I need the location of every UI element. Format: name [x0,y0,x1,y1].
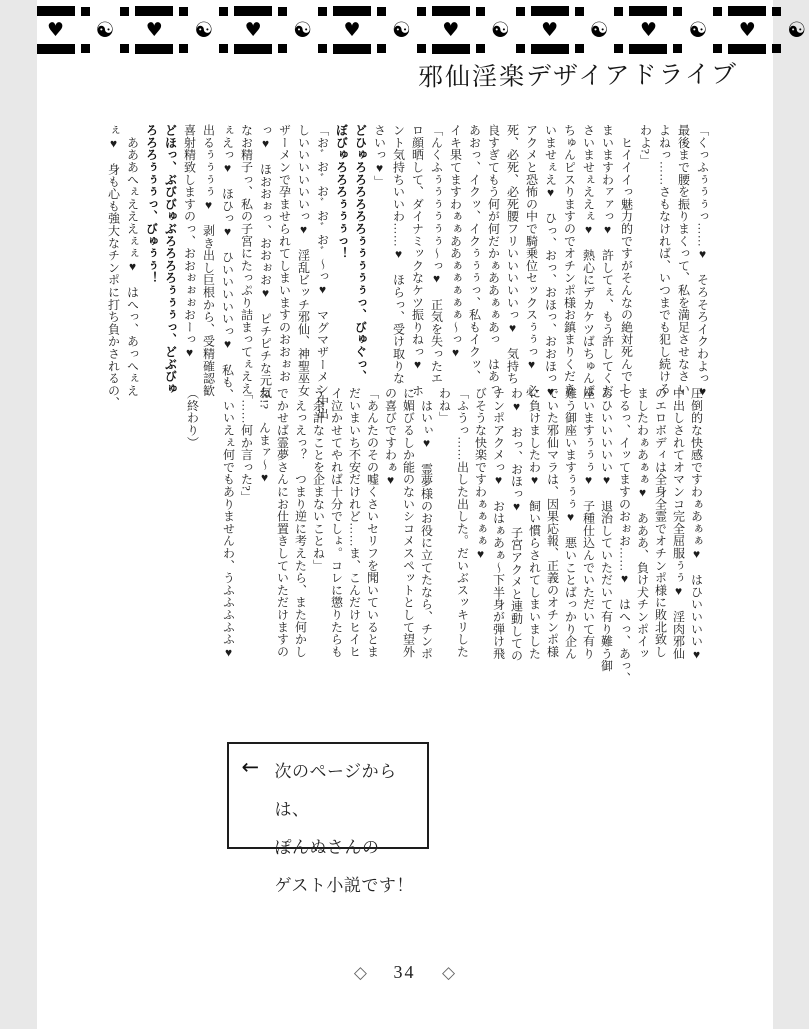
yinyang-icon: ☯ [589,17,609,42]
square-dots-ornament [81,6,90,54]
yinyang-ornament [194,6,213,54]
vertical-text-column: 「ふうっ……出した出した。だいぶスッキリした [455,387,470,658]
vertical-text-column: さいませぇええぇ♥ 熱心にデカケツばちゅんば [581,124,596,397]
bar-ornament [531,6,569,54]
yinyang-ornament [590,6,609,54]
vertical-text-column: 座いますぅぅぅ♥ 子種仕込んでいただいて有り [581,387,596,660]
square-dots-ornament [713,6,722,54]
vertical-text-column: だいまいち不安だけれど……ま、こんだけヒイヒ [347,387,362,658]
vertical-text-column: 「……何か言った?」 [239,387,254,504]
decorative-top-border [37,6,807,54]
heart-icon: ♥ [145,18,163,41]
heart-icon: ♥ [541,18,559,41]
heart-icon: ♥ [343,18,361,41]
vertical-text-column: 圧倒的な快感ですわぁあぁぁ♥ はひいいいい♥ [689,387,704,662]
diamond-right-icon: ◇ [442,963,456,983]
vertical-text-column: なお精子っ、私の子宮にたっぷり詰まってぇええ [239,124,254,395]
yinyang-icon: ☯ [490,17,510,42]
vertical-text-column: 中出しされてオマンコ完全屈服ぅぅ♥ 淫肉邪仙 [671,387,686,660]
square-dots-ornament [278,6,287,54]
vertical-text-column: のエロボディは全身全霊でオチンポ様に敗北致し [653,387,668,658]
vertical-text-column: しいいいいいいっ♥ 淫乱ビッチ邪仙、神聖巫女 [296,124,311,397]
vertical-text-column: っ♥ ほおおぉっ、おおぉお♥ ピチピチな元気 [258,124,273,399]
vertical-text-column: ザーメンで孕ませられてしまいますのおおぉお [277,124,292,383]
bar-ornament [629,6,667,54]
yinyang-icon: ☯ [293,17,312,42]
vertical-text-column: に負けましたわ♥ 飼い慣らされてしまいました [527,387,542,660]
vertical-text-column: でかせば霊夢さんにお仕置きしていただけますの [275,387,290,658]
square-dots-ornament [417,6,426,54]
yinyang-icon: ☯ [688,17,708,42]
square-dots-ornament [318,6,327,54]
vertical-text-column: 死、必死、必死腰フリいいいいいっ♥ 気持ち [505,124,520,385]
vertical-text-column: びそうな快楽ですわぁぁぁぁ♥ [473,387,488,562]
yinyang-icon: ☯ [194,17,214,42]
vertical-text-column: 「おﾞおﾞおﾞおﾞおﾞ～っ♥ マグマザーメン中出 [315,124,330,420]
heart-icon: ♥ [244,18,262,41]
square-dots-ornament [673,6,682,54]
page-footer [37,962,773,983]
square-dots-ornament [575,6,584,54]
vertical-text-column: いませぇえ♥ ひっ、おっ、おほっ、おおほっ♥ [543,124,558,399]
square-dots-ornament [772,6,781,54]
vertical-text-column: に媚びるしか能のないシコメスペットとして望外 [401,387,416,658]
heart-icon: ♥ [46,18,65,41]
bar-ornament [135,6,173,54]
sound-effect-column: どほっ、ぶびびゅぶろろろろぅぅぅっ、どぶびゅ [163,124,178,395]
vertical-text-column: ましたわぁあぁぁ♥ あああ、負け犬チンポイッ [635,387,650,660]
vertical-text-column: 良すぎてもう何が何だかぁああぁぁあっ はあっ、 [486,124,501,407]
vertical-text-column: いいえぇ何でもありませんわ、うふふふふふ♥ [221,387,236,660]
square-dots-ornament [476,6,485,54]
vertical-text-column: イ泣かせてやれば十分でしょ。コレに懲りたらも [329,387,344,658]
note-line: ぽんぬさんの [274,838,380,857]
vertical-text-column: ちゅんピスりますのでオチンポ様お鎮まりくださ [562,124,577,395]
vertical-text-column: わね」 [437,387,452,424]
vertical-text-column [205,387,217,395]
bar-ornament [37,6,75,54]
page-title: 邪仙淫楽デザイアドライブ [418,59,739,92]
note-line: ゲスト小説です！ [274,876,414,895]
square-dots-ornament [516,6,525,54]
yinyang-ornament [688,6,707,54]
story-lower-band [187,387,703,684]
yinyang-ornament [491,6,510,54]
vertical-text-column: 「んくふぅぅぅぅぅぅ～っ♥ 正気を失ったエ [429,124,444,385]
doujin-novel-page [37,0,807,1029]
vertical-text-column: はいぃ♥ 霊夢様のお役に立てたなら、チンポ [419,387,434,660]
vertical-text-column: 喜射精致しますのっ、おおぉぉぉおーっ♥ [182,124,197,360]
bar-ornament [432,6,470,54]
vertical-text-column: てるっ、イッてますのおぉお……♥ はへっ、あっ、 [617,387,632,685]
yinyang-icon: ☯ [787,17,807,42]
vertical-text-column: チンポアクメっ♥ おはぁあぁ～下半身が弾け飛 [491,387,506,660]
left-arrow-icon: ← [241,755,260,779]
page-number: 34 [393,962,416,982]
bar-ornament [234,6,272,54]
vertical-text-column: ロ顔晒して、ダイナミックなケツ振りねっ♥ ホ [410,124,425,397]
vertical-text-column: 「あんたのその嘘くさいセリフを聞いているとま [365,387,380,658]
vertical-text-column: の喜びですわぁ♥ [383,387,398,488]
vertical-text-column: ヒイイイっ魅力的ですがそんなの絶対死んでし [619,124,634,395]
yinyang-ornament [392,6,411,54]
vertical-text-column: わよ?」 [638,124,653,167]
vertical-text-column: イキ果てますわぁぁああぁぁぁぁぁ～っ♥ [448,124,463,360]
square-dots-ornament [219,6,228,54]
yinyang-ornament [96,6,115,54]
yinyang-icon: ☯ [95,17,115,42]
vertical-text-column: えっえっ？ つまり逆に考えたら、また何かし [293,387,308,658]
vertical-text-column: わ♥ おっ、おほっ♥ 子宮アクメと連動しての [509,387,524,662]
bar-ornament [728,6,766,54]
heart-icon: ♥ [639,18,657,41]
story-upper-band [108,124,709,420]
yinyang-ornament [787,6,806,54]
vertical-text-column: ぇえっ♥ ほひっ♥ ひいいいいいっ♥ 私も、 [220,124,235,401]
bar-ornament [333,6,371,54]
note-text [275,753,427,905]
square-dots-ornament [179,6,188,54]
vertical-text-column: ント気持ちいいわ……♥ ほらっ、受け取りな [391,124,406,385]
vertical-text-column: さいっ♥」 [372,124,387,188]
yinyang-icon: ☯ [391,17,411,42]
vertical-text-column: ね!? んまァ～♥ [257,387,272,486]
vertical-text-column: 出るぅぅぅぅ♥ 剥き出し巨根から、受精確認歓 [201,124,216,397]
yinyang-ornament [293,6,312,54]
diamond-left-icon: ◇ [353,963,367,983]
vertical-text-column: あああへぇえええぇぇ♥ はへっ、あっへぇえ [125,124,140,397]
vertical-text-column: アクメと恐怖の中で騎乗位セックスぅぅっ♥ 必 [524,124,539,397]
vertical-text-column: ぇ♥ 身も心も強大なチンポに打ち負かされるの、 [106,124,121,409]
square-dots-ornament [377,6,386,54]
square-dots-ornament [614,6,623,54]
vertical-text-column: う余計なことを企まないことね」 [311,387,326,572]
vertical-text-column: よねっ……さもなければ、いつまでも犯し続ける [657,124,672,395]
vertical-text-column: 「くっふぅぅぅっ……♥ そろそろイクわよっ♥ [695,124,710,399]
heart-icon: ♥ [738,18,756,41]
sound-effect-column: どひゅろろろろろろぅぅぅぅぅっ、びゅぐっ、 [353,124,368,383]
vertical-text-column: 最後まで腰を振りまくって、私を満足させなさい [676,124,691,395]
vertical-text-column: （終わり） [185,387,200,449]
next-page-note-box [227,742,429,895]
sound-effect-column: ろろろぅぅぅっ、びゅぅぅ！ [144,124,159,284]
heart-icon: ♥ [442,18,460,41]
vertical-text-column: まいますわァァっ♥ 許してぇ、もう許してくだ [600,124,615,397]
vertical-text-column: でいた邪仙マラは、因果応報、正義のオチンポ様 [545,387,560,658]
note-line: 次のページからは、 [274,762,397,819]
sound-effect-column: ぼびゅろろろぅぅぅっ！ [334,124,349,260]
vertical-text-column: あおっ、イクッ、イクぅぅぅっ、私もイクッ、 [467,124,482,383]
vertical-text-column: 難う御座いますぅぅぅ♥ 悪いことばっかり企ん [563,387,578,660]
vertical-text-column: あひいいいいい♥ 退治していただいて有り難う御 [599,387,614,672]
square-dots-ornament [120,6,129,54]
